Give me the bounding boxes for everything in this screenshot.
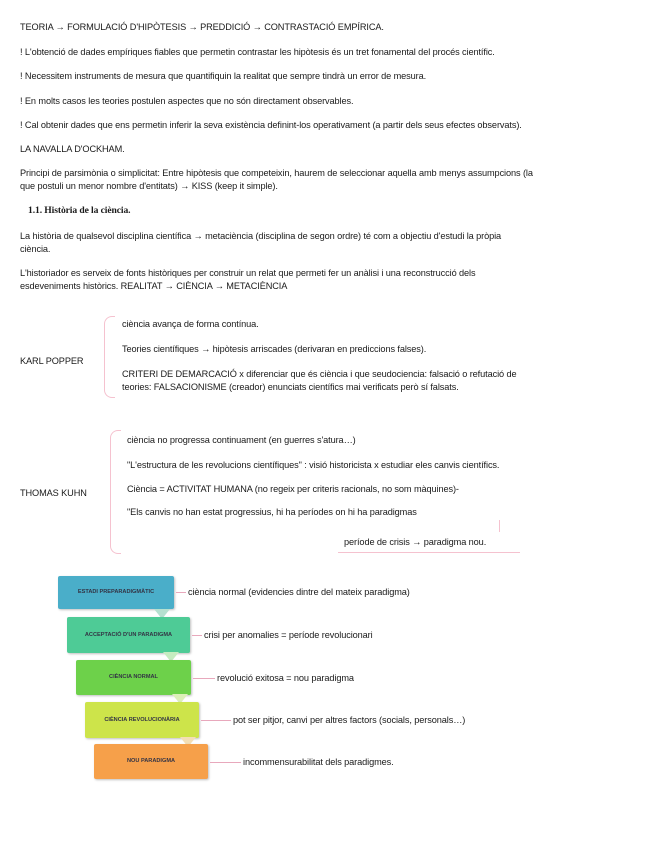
stage-connector xyxy=(176,592,186,593)
stage-connector xyxy=(210,762,241,763)
stage-description: incommensurabilitat dels paradigmes. xyxy=(243,757,394,767)
historia-line-2: ciència. xyxy=(20,244,51,254)
kuhn-sub-item: període de crisis → paradigma nou. xyxy=(344,537,487,547)
section-heading: 1.1. Història de la ciència. xyxy=(28,205,131,216)
point-2: ! Necessitem instruments de mesura que quantifiquin la realitat que sempre tindrà un error de mesura. xyxy=(20,71,427,81)
popper-item: Teories científiques → hipòtesis arriscades (derivaran en prediccions falses). xyxy=(122,344,427,354)
stage-connector xyxy=(193,678,215,679)
stage-description: pot ser pitjor, canvi per altres factors (socials, personals…) xyxy=(233,715,466,725)
kuhn-item: ciència no progressa continuament (en guerres s'atura…) xyxy=(127,435,356,445)
kuhn-name: THOMAS KUHN xyxy=(20,488,87,498)
stage-box: ACCEPTACIÓ D'UN PARADIGMA xyxy=(67,617,190,653)
stage-box: CIÈNCIA REVOLUCIONÀRIA xyxy=(85,702,199,738)
stage-box: ESTADI PREPARADIGMÀTIC xyxy=(58,576,174,609)
popper-item: CRITERI DE DEMARCACIÓ x diferenciar que és ciència i que seudociencia: falsació o refutació de xyxy=(122,369,517,379)
stage-description: revolució exitosa = nou paradigma xyxy=(217,673,354,683)
popper-item: ciència avança de forma contínua. xyxy=(122,319,259,329)
kuhn-sub-underline xyxy=(338,552,520,553)
stage-description: ciència normal (evidencies dintre del mateix paradigma) xyxy=(188,587,410,597)
historiador-line-1: L'historiador es serveix de fonts històriques per construir un relat que permeti fer un anàlisi i una reconstrucció dels xyxy=(20,268,476,278)
principi-line-2: que postuli un menor nombre d'entitats) → KISS (keep it simple). xyxy=(20,181,278,191)
kuhn-item: "L'estructura de les revolucions científiques" : visió historicista x estudiar eles canvis científics. xyxy=(127,460,500,470)
popper-item: teories: FALSACIONISME (creador) enunciats científics mai verificats però sí falsats. xyxy=(122,382,459,392)
kuhn-item: Ciència = ACTIVITAT HUMANA (no regeix per criteris racionals, no som màquines)- xyxy=(127,484,459,494)
kuhn-sub-connector xyxy=(499,520,500,532)
stage-description: crisi per anomalies = període revolucionari xyxy=(204,630,373,640)
principi-line-1: Principi de parsimònia o simplicitat: Entre hipòtesis que competeixin, haurem de seleccionar aquella amb menys assumpcions (la xyxy=(20,168,533,178)
historia-line-1: La història de qualsevol disciplina científica → metaciència (disciplina de segon ordre) té com a objectiu d'estudi la pròpia xyxy=(20,231,502,241)
point-1: ! L'obtenció de dades empíriques fiables que permetin contrastar les hipòtesis és un tret fonamental del procés científic. xyxy=(20,47,495,57)
point-4: ! Cal obtenir dades que ens permetin inferir la seva existència definint-los operativament (a partir dels seus efectes observats). xyxy=(20,120,522,130)
navalla-title: LA NAVALLA D'OCKHAM. xyxy=(20,144,125,154)
stage-box: NOU PARADIGMA xyxy=(94,744,208,779)
kuhn-brace xyxy=(110,430,121,554)
popper-brace xyxy=(104,316,115,398)
point-3: ! En molts casos les teories postulen aspectes que no són directament observables. xyxy=(20,96,354,106)
teoria-line: TEORIA → FORMULACIÓ D'HIPÒTESIS → PREDDICIÓ → CONTRASTACIÓ EMPÍRICA. xyxy=(20,22,384,32)
kuhn-item: "Els canvis no han estat progressius, hi ha períodes on hi ha paradigmas xyxy=(127,507,417,517)
popper-name: KARL POPPER xyxy=(20,356,84,366)
historiador-line-2: esdeveniments històrics. REALITAT → CIÈNCIA → METACIÈNCIA xyxy=(20,281,288,291)
stage-box: CIÈNCIA NORMAL xyxy=(76,660,191,695)
stage-connector xyxy=(192,635,202,636)
stage-connector xyxy=(201,720,231,721)
